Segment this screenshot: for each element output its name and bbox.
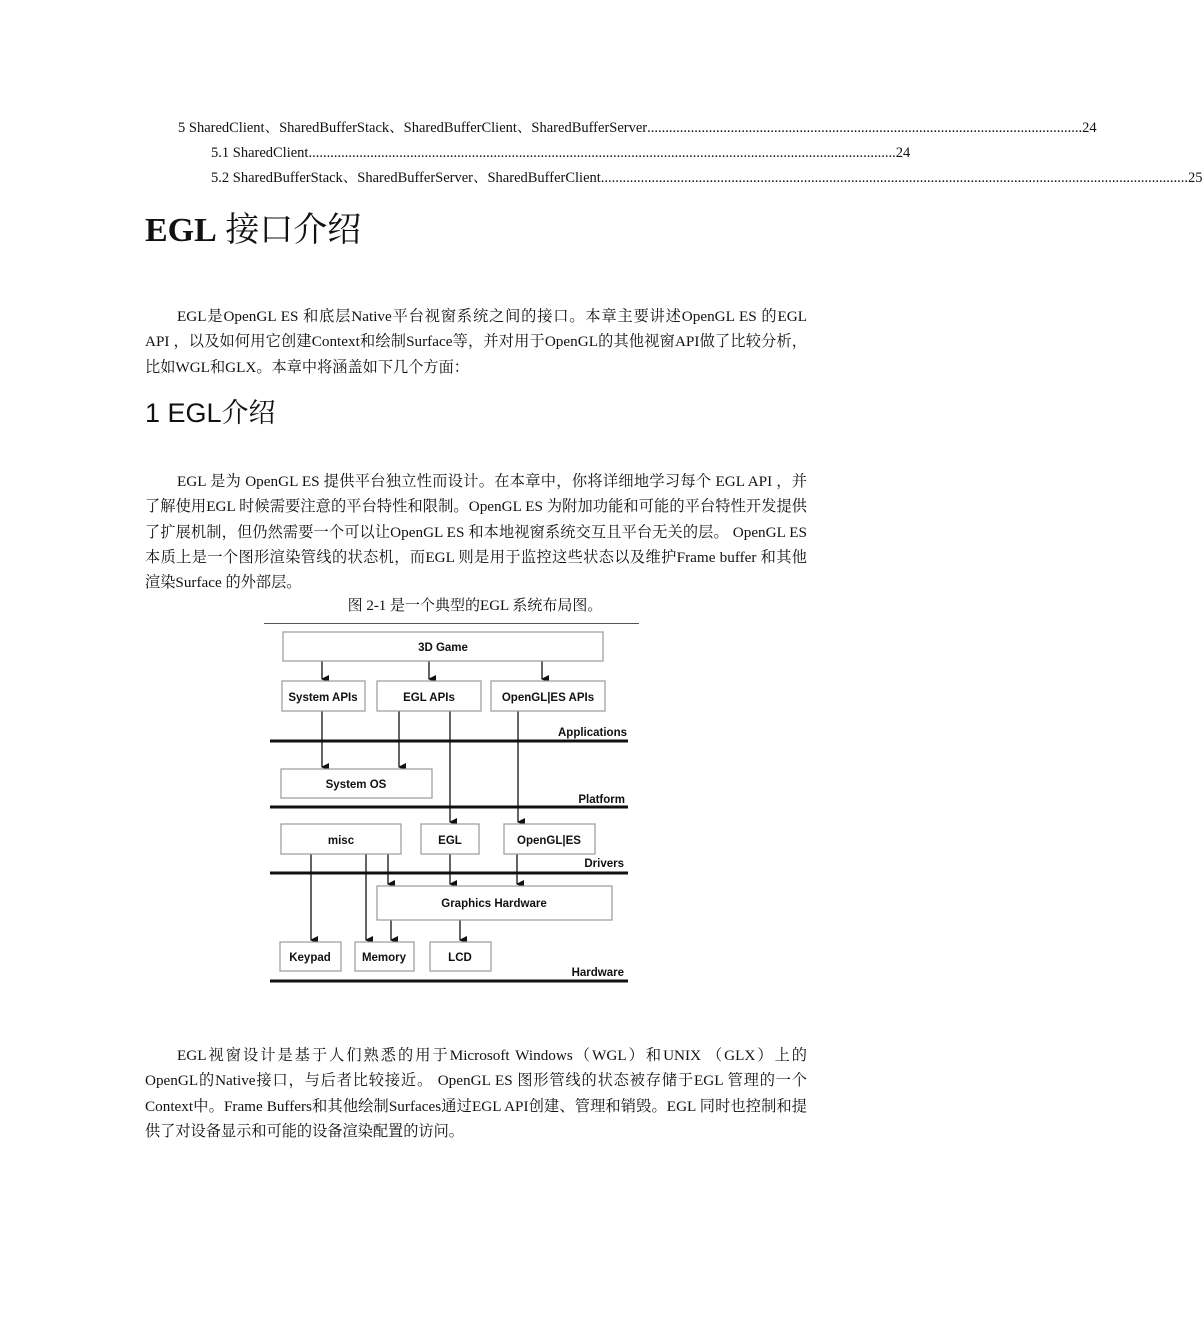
chapter-heading-cjk: 接口介绍 (216, 212, 362, 249)
section-heading: 1 EGL介绍 (145, 398, 276, 428)
box-system-apis (282, 681, 365, 711)
egl-architecture-diagram (260, 626, 636, 990)
box-misc (281, 824, 401, 854)
svg-text:OpenGL|ES APIs: OpenGL|ES APIs (501, 692, 595, 704)
svg-text:3D Game: 3D Game (418, 642, 468, 654)
toc-entry-label: 5.2 SharedBufferStack、SharedBufferServer、SharedBufferClient (211, 170, 601, 186)
svg-text:Keypad: Keypad (289, 952, 331, 964)
intro-paragraph: EGL是OpenGL ES 和底层Native平台视窗系统之间的接口。本章主要讲述OpenGL ES 的EGL API ，以及如何用它创建Context和绘制Surface等，并对用于OpenGL的其他视窗API做了比较分析，比如WGL和GLX。本章中将涵盖如下几个方面： (145, 308, 807, 376)
layer-label-hardware: Hardware (571, 967, 624, 979)
figure-top-rule (264, 623, 639, 624)
toc-entry-label: 5 SharedClient、SharedBufferStack、SharedBufferClient、SharedBufferServer (178, 120, 648, 136)
svg-text:System APIs: System APIs (288, 692, 358, 704)
svg-text:Graphics Hardware: Graphics Hardware (441, 898, 547, 910)
box-opengles (504, 824, 595, 854)
layer-label-applications: Applications (557, 727, 627, 739)
toc-entry[interactable] (178, 119, 1097, 137)
layer-label-platform: Platform (578, 794, 625, 806)
box-memory (355, 942, 414, 971)
toc-page-number: 24 (1082, 120, 1097, 136)
toc-leader-dots: .................................................................................................................................................................. (308, 145, 896, 161)
box-graphics-hardware (377, 886, 612, 920)
svg-text:LCD: LCD (448, 952, 472, 964)
toc-entry[interactable] (211, 169, 1203, 187)
toc-entry[interactable] (211, 144, 911, 162)
closing-paragraph: EGL视窗设计是基于人们熟悉的用于Microsoft Windows（WGL）和UNIX （GLX）上的OpenGL的Native接口，与后者比较接近。 OpenGL ES 图形管线的状态被存储于EGL 管理的一个Context中。Frame Buffers和其他绘制Surfaces通过EGL API创建、管理和销毁。EGL 同时也控制和提供了对设备显示和可能的设备渲染配置的访问。 (145, 1047, 807, 1140)
svg-text:EGL APIs: EGL APIs (403, 692, 455, 704)
box-keypad (280, 942, 341, 971)
chapter-heading-latin: EGL (145, 212, 217, 249)
svg-text:System OS: System OS (325, 779, 387, 791)
svg-text:Memory: Memory (361, 952, 407, 964)
svg-text:misc: misc (327, 835, 355, 847)
toc-leader-dots: ........................................................................................................................ (647, 120, 1083, 136)
box-lcd (430, 942, 491, 971)
layer-label-drivers: Drivers (584, 858, 624, 870)
toc-entry-label: 5.1 SharedClient (211, 145, 309, 161)
toc-page-number: 25 (1188, 170, 1203, 186)
svg-text:EGL: EGL (438, 835, 462, 847)
toc-page-number: 24 (895, 145, 911, 161)
figure-caption: 图 2-1 是一个典型的EGL 系统布局图。 (347, 598, 603, 614)
toc-leader-dots: .................................................................................................................................................................. (600, 170, 1189, 186)
box-egl (421, 824, 479, 854)
box-3d-game (283, 632, 603, 661)
svg-text:OpenGL|ES: OpenGL|ES (517, 835, 581, 847)
box-egl-apis (377, 681, 481, 711)
chapter-heading (145, 208, 361, 254)
box-opengles-apis (491, 681, 605, 711)
section-paragraph: EGL 是为 OpenGL ES 提供平台独立性而设计。在本章中，你将详细地学习每个 EGL API ，并了解使用EGL 时候需要注意的平台特性和限制。OpenGL ES 为附加功能和可能的平台特性开发提供了扩展机制，但仍然需要一个可以让OpenGL ES 和本地视窗系统交互且平台无关的层。 OpenGL ES 本质上是一个图形渲染管线的状态机，而EGL 则是用于监控这些状态以及维护Frame buffer 和其他渲染Surface 的外部层。 (145, 473, 807, 592)
box-system-os (281, 769, 432, 798)
